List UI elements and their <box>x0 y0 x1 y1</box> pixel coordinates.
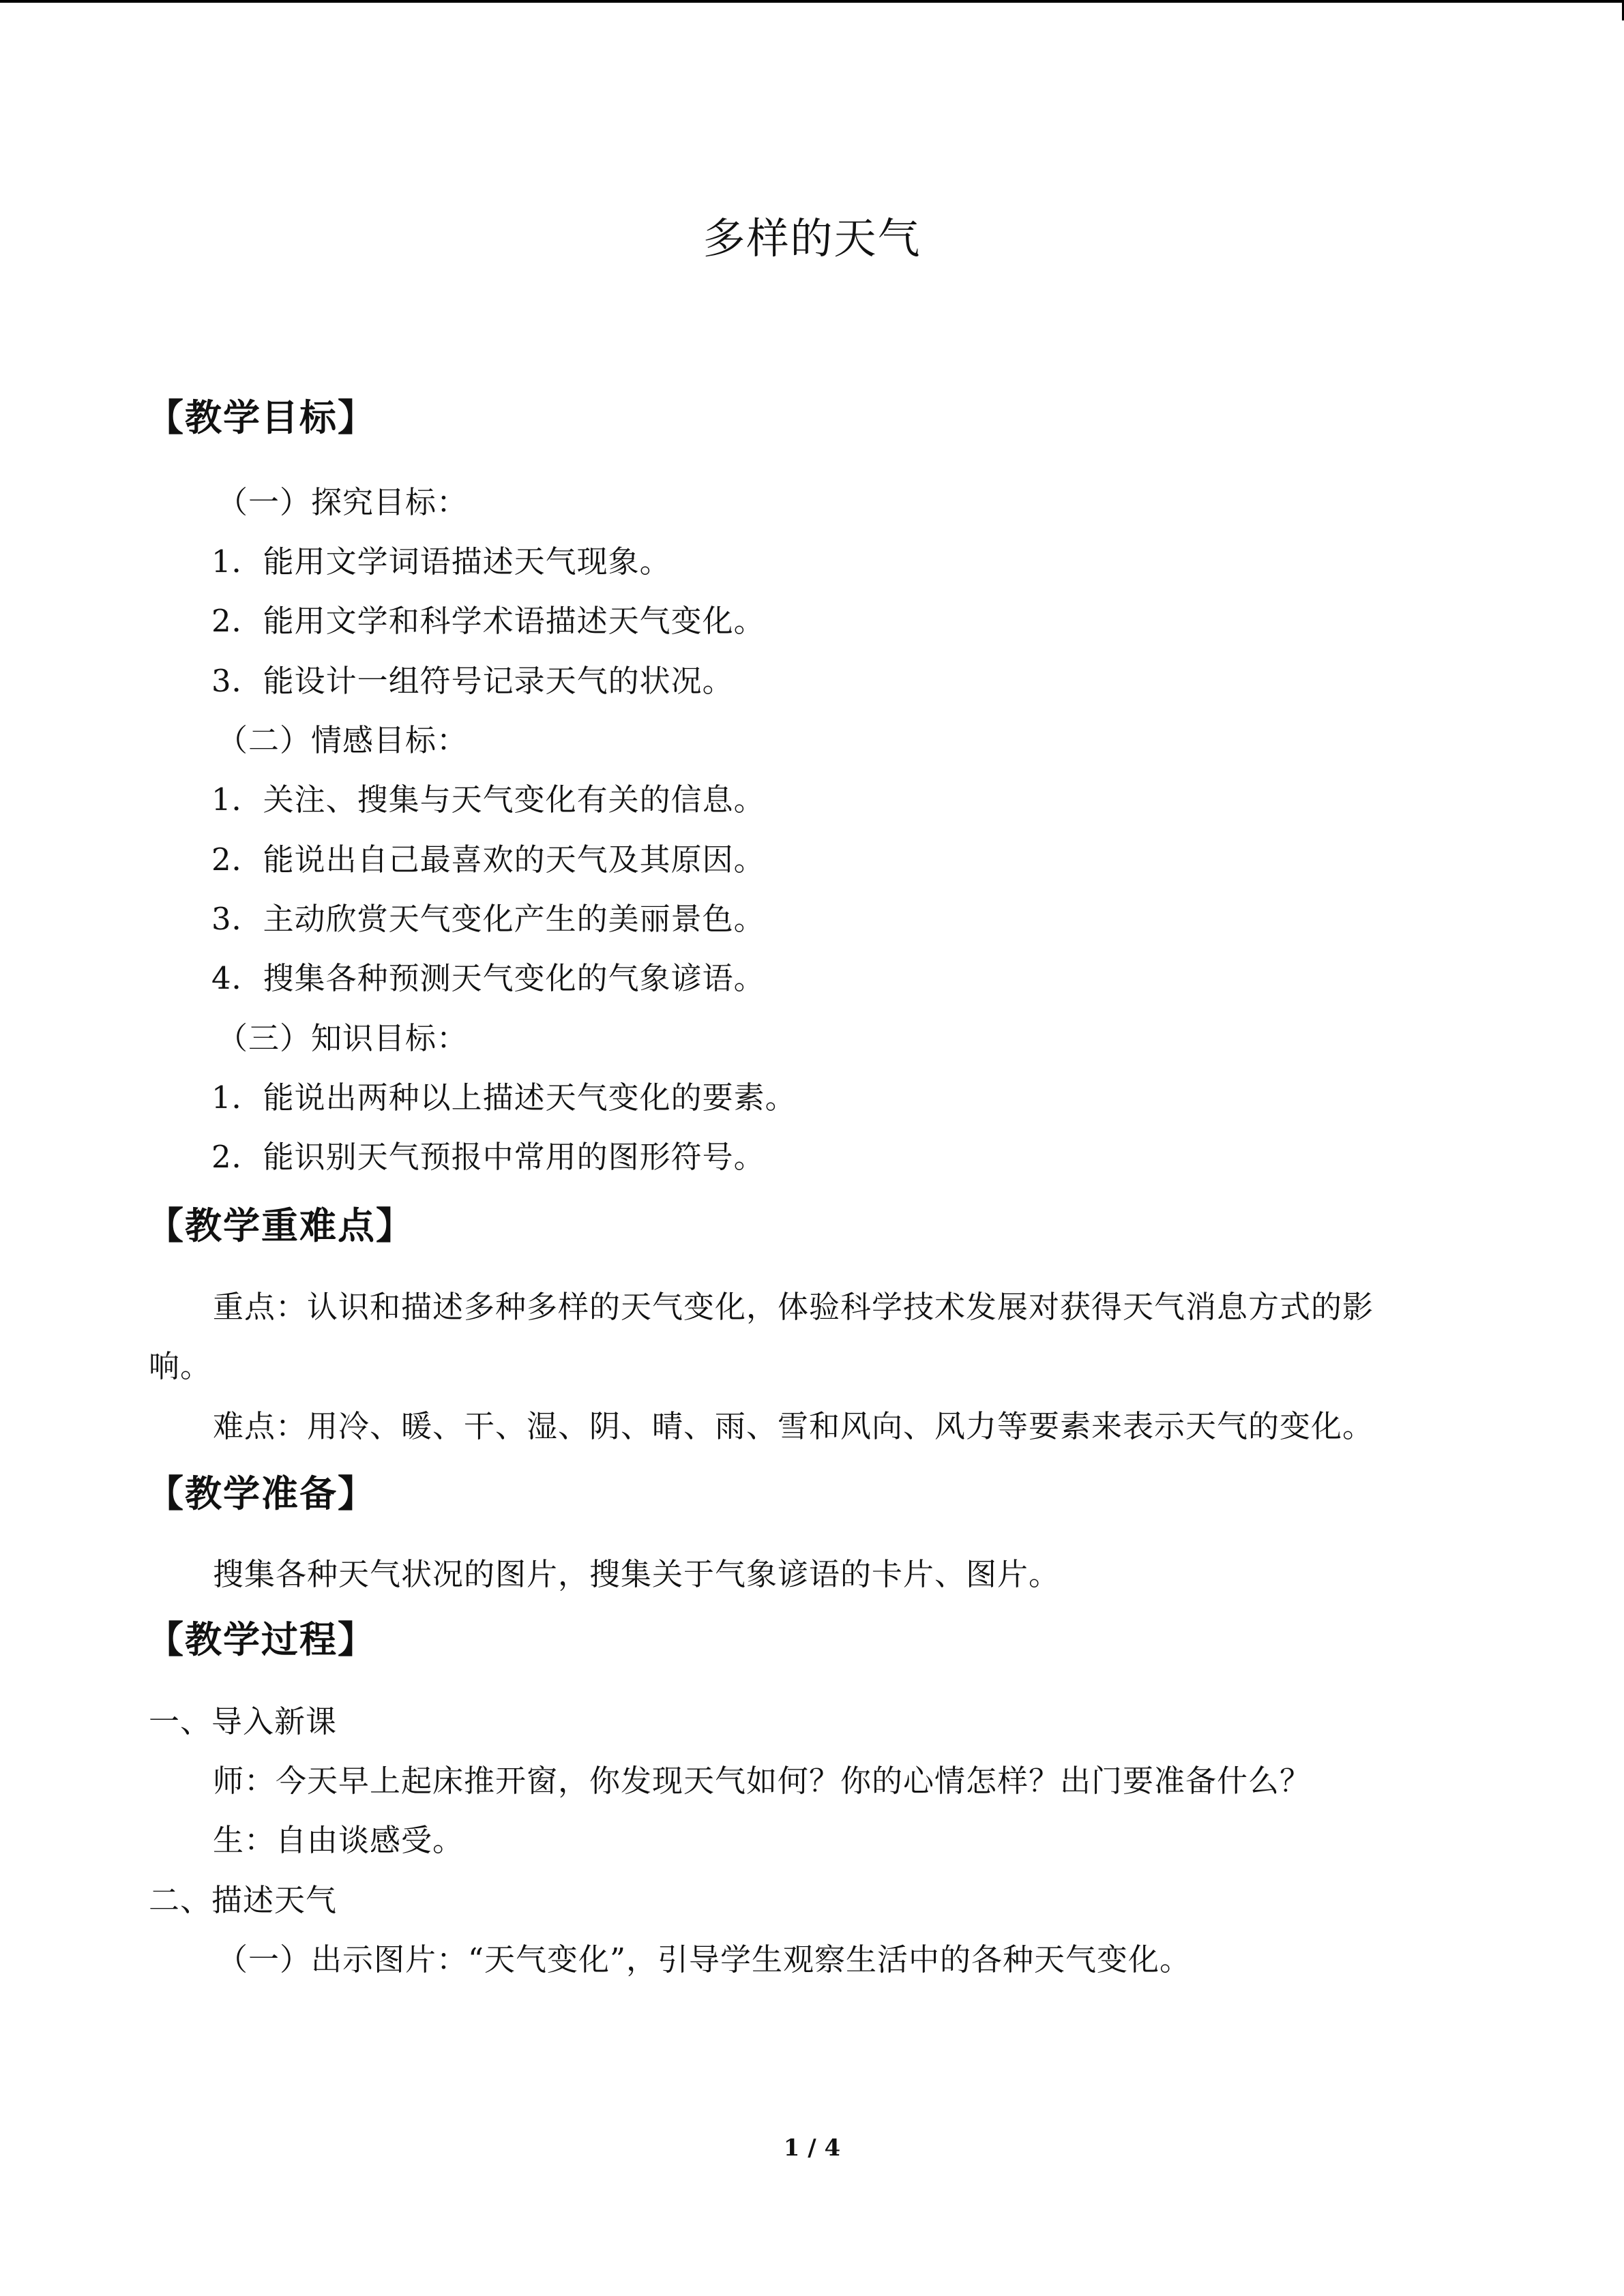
goal-emotion-item-3: 3．主动欣赏天气变化产生的美丽景色。 <box>211 901 765 937</box>
heading-key-points: 【教学重难点】 <box>147 1204 414 1247</box>
process-step-1-label: 一、导入新课 <box>149 1703 338 1740</box>
process-step-2-item-1: （一）出示图片：“天气变化”，引导学生观察生活中的各种天气变化。 <box>217 1941 1192 1978</box>
heading-teaching-goals: 【教学目标】 <box>147 396 376 439</box>
heading-process: 【教学过程】 <box>147 1618 376 1661</box>
heading-preparation: 【教学准备】 <box>147 1472 376 1515</box>
process-step-1-teacher: 师：今天早上起床推开窗，你发现天气如何？你的心情怎样？出门要准备什么？ <box>213 1763 1312 1799</box>
process-step-1-student: 生：自由谈感受。 <box>213 1822 464 1858</box>
key-point-difficulty: 难点：用冷、暖、干、湿、阴、晴、雨、雪和风向、风力等要素来表示天气的变化。 <box>213 1408 1374 1444</box>
goal-emotion-item-2: 2．能说出自己最喜欢的天气及其原因。 <box>211 841 765 878</box>
goal-inquiry-item-2: 2．能用文学和科学术语描述天气变化。 <box>211 603 765 639</box>
goal-knowledge-item-1: 1．能说出两种以上描述天气变化的要素。 <box>211 1079 797 1116</box>
process-step-2-label: 二、描述天气 <box>149 1882 338 1918</box>
goal-emotion-label: （二）情感目标： <box>217 722 469 758</box>
goal-knowledge-item-2: 2．能识别天气预报中常用的图形符号。 <box>211 1139 765 1175</box>
key-point-focus-line-2: 响。 <box>149 1348 212 1384</box>
goal-inquiry-label: （一）探究目标： <box>217 484 469 520</box>
document-title: 多样的天气 <box>703 213 921 263</box>
goal-emotion-item-4: 4．搜集各种预测天气变化的气象谚语。 <box>211 960 765 996</box>
preparation-text: 搜集各种天气状况的图片，搜集关于气象谚语的卡片、图片。 <box>213 1556 1061 1592</box>
page-number: 1 / 4 <box>783 2134 841 2162</box>
goal-inquiry-item-1: 1．能用文学词语描述天气现象。 <box>211 543 671 580</box>
goal-knowledge-label: （三）知识目标： <box>217 1020 469 1056</box>
page-top-border <box>0 0 1624 3</box>
goal-emotion-item-1: 1．关注、搜集与天气变化有关的信息。 <box>211 781 765 818</box>
goal-inquiry-item-3: 3．能设计一组符号记录天气的状况。 <box>211 663 734 699</box>
key-point-focus-line-1: 重点：认识和描述多种多样的天气变化，体验科学技术发展对获得天气消息方式的影 <box>213 1289 1374 1325</box>
